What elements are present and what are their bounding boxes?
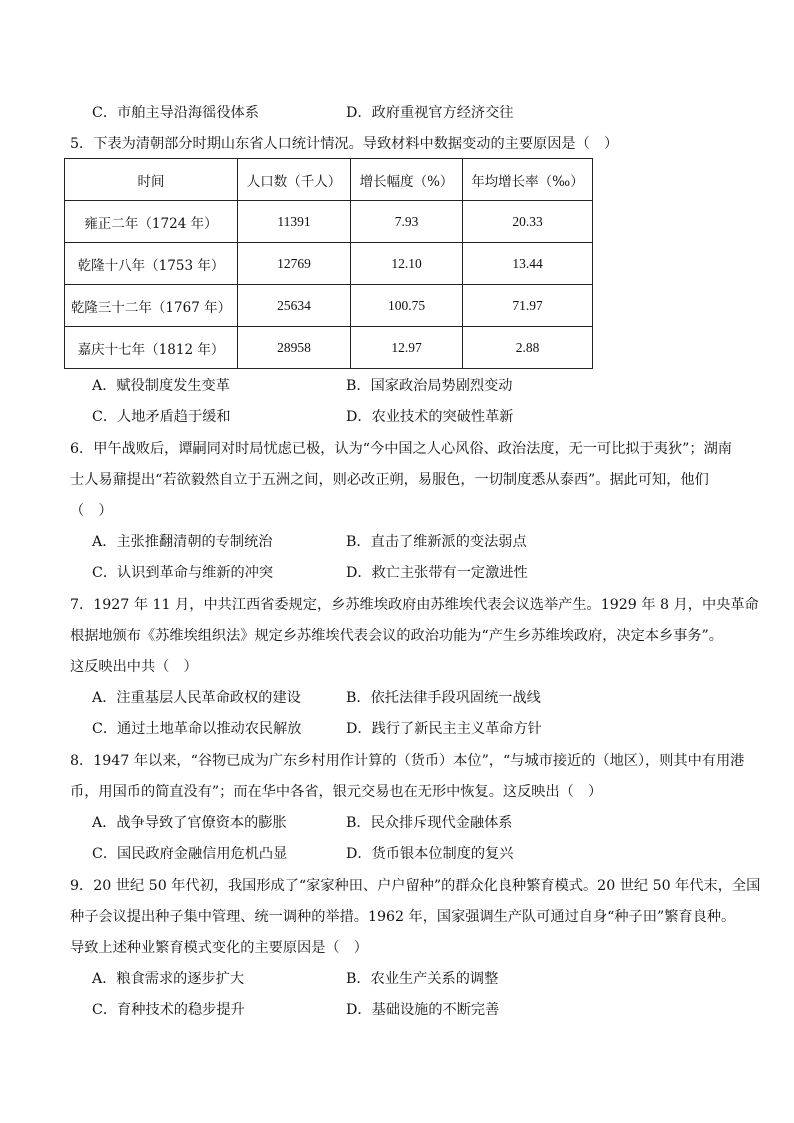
table-header-row: [65, 159, 593, 201]
q7-stem-line-3: 这反映出中共（ ）: [70, 659, 198, 675]
table-cell-time: 雍正二年（1724 年）: [65, 201, 238, 243]
table-cell-population: 12769: [238, 243, 351, 285]
table-cell-population: 11391: [238, 201, 351, 243]
table-row: [65, 201, 593, 243]
q9-option-c[interactable]: C．育种技术的稳步提升: [92, 1002, 245, 1018]
q8-option-d[interactable]: D．货币银本位制度的复兴: [346, 846, 514, 862]
table-cell-time: 乾隆十八年（1753 年）: [65, 243, 238, 285]
q7-options-row-1: [92, 688, 732, 708]
q6-option-d[interactable]: D．救亡主张带有一定激进性: [346, 565, 528, 581]
q6-stem-line-1: 6．甲午战败后，谭嗣同对时局忧虑已极，认为“今中国之人心风俗、政治法度，无一可比拟于夷狄”；湖南: [70, 441, 732, 457]
q6-option-c[interactable]: C．认识到革命与维新的冲突: [92, 565, 274, 581]
q7-option-d[interactable]: D．践行了新民主主义革命方针: [346, 721, 542, 737]
table-cell-time: 嘉庆十七年（1812 年）: [65, 327, 238, 369]
q4-options-row: [92, 103, 732, 123]
q5-option-d[interactable]: D．农业技术的突破性革新: [346, 409, 514, 425]
table-cell-annual-rate: 2.88: [463, 327, 593, 369]
table-cell-annual-rate: 13.44: [463, 243, 593, 285]
table-header-time: 时间: [65, 159, 238, 201]
table-row: [65, 327, 593, 369]
q9-options-row-1: [92, 969, 732, 989]
table-header-annual-rate: 年均增长率（‰）: [463, 159, 593, 201]
q8-option-c[interactable]: C．国民政府金融信用危机凸显: [92, 846, 288, 862]
table-cell-population: 28958: [238, 327, 351, 369]
q5-option-b[interactable]: B．国家政治局势剧烈变动: [346, 378, 513, 394]
q7-option-b[interactable]: B．依托法律手段巩固统一战线: [346, 690, 541, 706]
q8-stem-line-1: 8．1947 年以来，“谷物已成为广东乡村用作计算的（货币）本位”，“与城市接近的（地区），则其中有用港: [70, 753, 745, 769]
q7-option-c[interactable]: C．通过土地革命以推动农民解放: [92, 721, 302, 737]
table-row: [65, 285, 593, 327]
q9-options-row-2: [92, 1000, 732, 1020]
q6-option-a[interactable]: A．主张推翻清朝的专制统治: [92, 534, 273, 550]
q6-stem-line-3: （ ）: [70, 503, 113, 519]
q7-option-a[interactable]: A．注重基层人民革命政权的建设: [92, 690, 301, 706]
q5-option-c[interactable]: C．人地矛盾趋于缓和: [92, 409, 231, 425]
q8-stem-line-2: 币，用国币的简直没有”；而在华中各省，银元交易也在无形中恢复。这反映出（ ）: [70, 784, 603, 800]
q9-stem-line-3: 导致上述种业繁育模式变化的主要原因是（ ）: [70, 940, 368, 956]
q5-options-row-2: [92, 407, 732, 427]
q9-option-b[interactable]: B．农业生产关系的调整: [346, 971, 499, 987]
q9-option-d[interactable]: D．基础设施的不断完善: [346, 1002, 500, 1018]
q5-stem: 5．下表为清朝部分时期山东省人口统计情况。导致材料中数据变动的主要原因是（ ）: [70, 136, 619, 152]
table-cell-growth: 7.93: [351, 201, 463, 243]
table-cell-annual-rate: 20.33: [463, 201, 593, 243]
q4-option-c[interactable]: C．市舶主导沿海徭役体系: [92, 105, 259, 121]
table-cell-annual-rate: 71.97: [463, 285, 593, 327]
q6-options-row-2: [92, 563, 732, 583]
q6-options-row-1: [92, 532, 732, 552]
q7-options-row-2: [92, 719, 732, 739]
q5-options-row-1: [92, 376, 732, 396]
population-table: [64, 158, 593, 369]
table-cell-population: 25634: [238, 285, 351, 327]
table-header-population: 人口数（千人）: [238, 159, 351, 201]
table-header-growth: 增长幅度（%）: [351, 159, 463, 201]
q4-option-d[interactable]: D．政府重视官方经济交往: [346, 105, 514, 121]
table-cell-growth: 100.75: [351, 285, 463, 327]
table-cell-growth: 12.10: [351, 243, 463, 285]
q9-option-a[interactable]: A．粮食需求的逐步扩大: [92, 971, 245, 987]
q8-options-row-1: [92, 813, 732, 833]
q6-option-b[interactable]: B．直击了维新派的变法弱点: [346, 534, 527, 550]
q8-option-b[interactable]: B．民众排斥现代金融体系: [346, 815, 513, 831]
table-cell-growth: 12.97: [351, 327, 463, 369]
table-row: [65, 243, 593, 285]
q7-stem-line-2: 根据地颁布《苏维埃组织法》规定乡苏维埃代表会议的政治功能为“产生乡苏维埃政府，决定本乡事务”。: [70, 628, 723, 644]
q9-stem-line-1: 9．20 世纪 50 年代初，我国形成了“家家种田、户户留种”的群众化良种繁育模式。20 世纪 50 年代末，全国: [70, 878, 761, 894]
q8-option-a[interactable]: A．战争导致了官僚资本的膨胀: [92, 815, 287, 831]
q6-stem-line-2: 士人易鼐提出“若欲毅然自立于五洲之间，则必改正朔，易服色，一切制度悉从泰西”。据此可知，他们: [70, 472, 709, 488]
q7-stem-line-1: 7．1927 年 11 月，中共江西省委规定，乡苏维埃政府由苏维埃代表会议选举产生。1929 年 8 月，中央革命: [70, 597, 759, 613]
table-cell-time: 乾隆三十二年（1767 年）: [65, 285, 238, 327]
q5-option-a[interactable]: A．赋役制度发生变革: [92, 378, 230, 394]
q9-stem-line-2: 种子会议提出种子集中管理、统一调种的举措。1962 年，国家强调生产队可通过自身“种子田”繁育良种。: [70, 909, 736, 925]
q8-options-row-2: [92, 844, 732, 864]
